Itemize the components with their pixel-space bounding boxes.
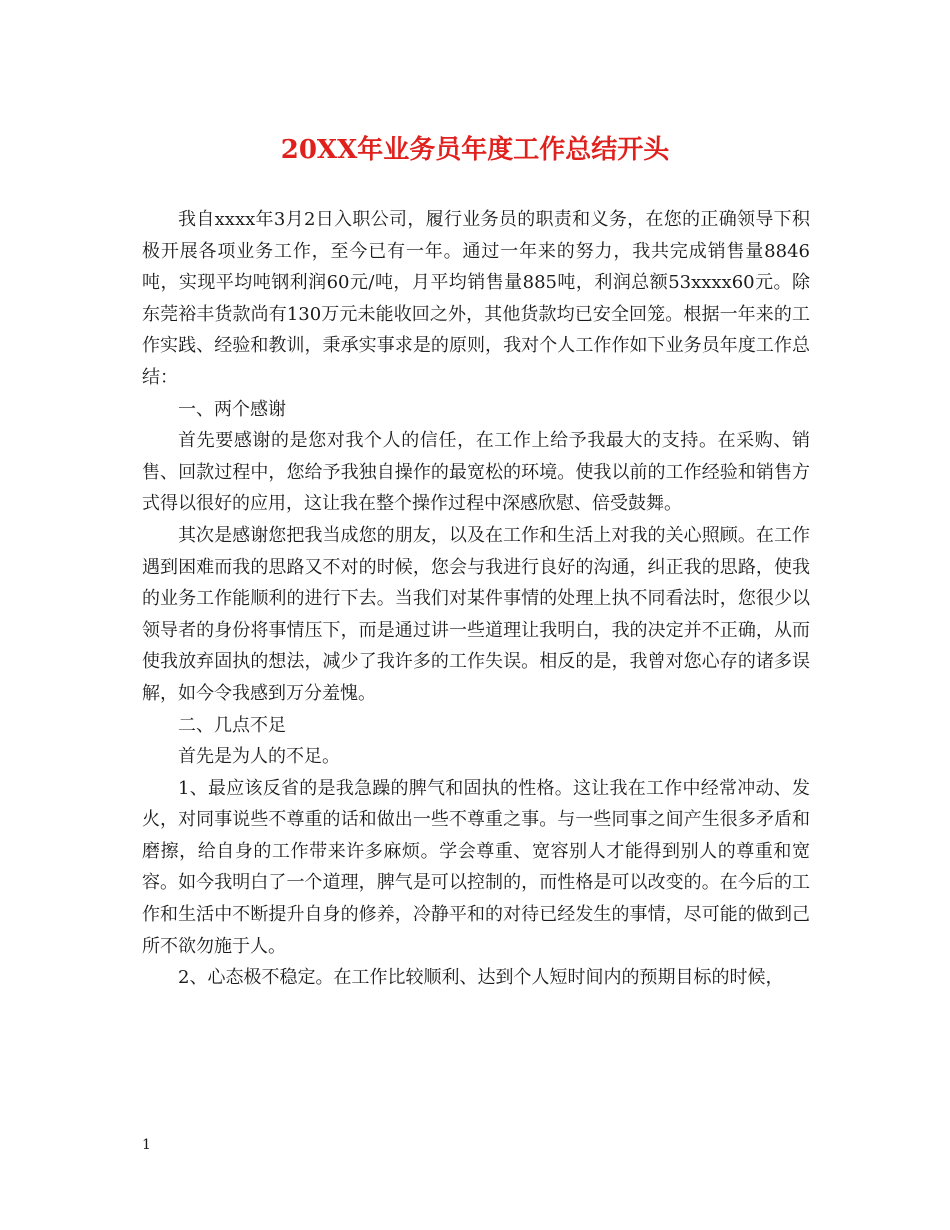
paragraph-shortcomings-intro: 首先是为人的不足。 bbox=[178, 746, 340, 768]
section-heading-thanks: 一、两个感谢 bbox=[178, 398, 286, 420]
paragraph-intro: 我自xxxx年3月2日入职公司，履行业务员的职责和义务，在您的正确领导下积极开展各项业务工作，至今已有一年。通过一年来的努力，我共完成销售量8846吨，实现平均吨钢利润60元/吨，月平均销售量885吨，利润总额53xxxx60元。除东莞裕丰货款尚有130万元未能收回之外，其他货款均已安全回笼。根据一年来的工作实践、经验和教训，秉承实事求是的原则，我对个人工作作如下业务员年度工作总结： bbox=[142, 209, 810, 388]
document-body bbox=[142, 204, 810, 994]
paragraph-thanks-second: 其次是感谢您把我当成您的朋友，以及在工作和生活上对我的关心照顾。在工作遇到困难而我的思路又不对的时候，您会与我进行良好的沟通，纠正我的思路，使我的业务工作能顺利的进行下去。当我们对某件事情的处理上执不同看法时，您很少以领导者的身份将事情压下，而是通过讲一些道理让我明白，我的决定并不正确，从而使我放弃固执的想法，减少了我许多的工作失误。相反的是，我曾对您心存的诸多误解，如今令我感到万分羞愧。 bbox=[142, 524, 810, 704]
paragraph-shortcoming-2: 2、心态极不稳定。在工作比较顺利、达到个人短时间内的预期目标的时候， bbox=[178, 967, 784, 989]
page-number: 1 bbox=[142, 1137, 151, 1153]
paragraph-thanks-first: 首先要感谢的是您对我个人的信任，在工作上给予我最大的支持。在采购、销售、回款过程中，您给予我独自操作的最宽松的环境。使我以前的工作经验和销售方式得以很好的应用，这让我在整个操作过程中深感欣慰、倍受鼓舞。 bbox=[142, 430, 810, 515]
paragraph-shortcoming-1: 1、最应该反省的是我急躁的脾气和固执的性格。这让我在工作中经常冲动、发火，对同事说些不尊重的话和做出一些不尊重之事。与一些同事之间产生很多矛盾和磨擦，给自身的工作带来许多麻烦。学会尊重、宽容别人才能得到别人的尊重和宽容。如今我明白了一个道理，脾气是可以控制的，而性格是可以改变的。在今后的工作和生活中不断提升自身的修养，冷静平和的对待已经发生的事情，尽可能的做到己所不欲勿施于人。 bbox=[142, 777, 810, 957]
document-title: 20XX年业务员年度工作总结开头 bbox=[280, 135, 670, 165]
section-heading-shortcomings: 二、几点不足 bbox=[178, 714, 286, 736]
